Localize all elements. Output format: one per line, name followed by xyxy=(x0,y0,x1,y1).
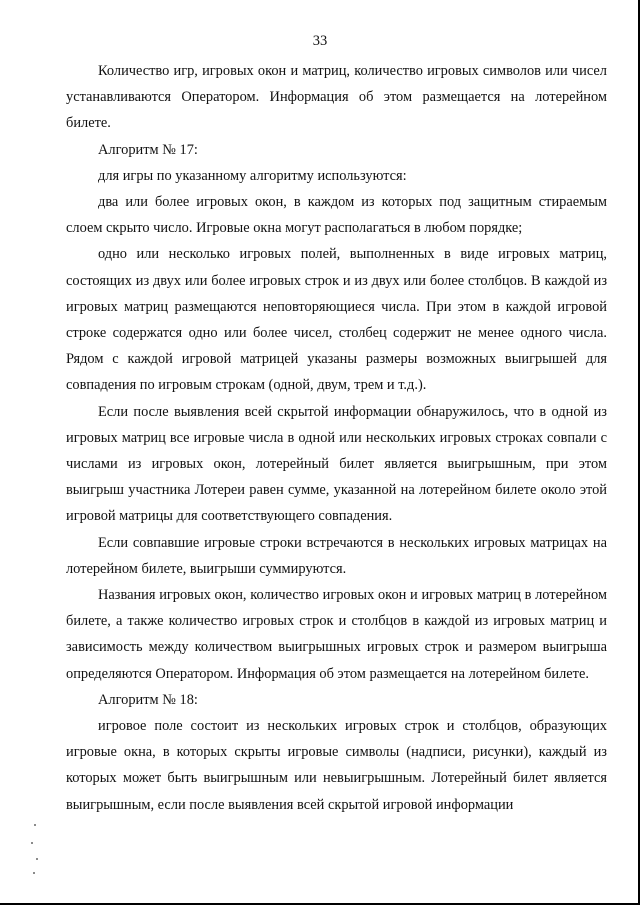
paragraph-operator-settings: Названия игровых окон, количество игровых окон и игровых матриц в лотерейном билете, а также количество игровых строк и столбцов в каждой из игровых матриц и зависимость между количеством выигрышных игровых строк и размером выигрыша определяются Оператором. Информация об этом размещается на лотерейном билете. xyxy=(66,587,607,682)
document-body xyxy=(66,58,607,818)
paragraph-winning-condition: Если после выявления всей скрытой информации обнаружилось, что в одной из игровых матриц все игровые числа в одной или нескольких игровых строках совпали с числами из игровых окон, лотерейный билет является выигрышным, при этом выигрыш участника Лотереи равен сумме, указанной на лотерейном билете около этой игровой матрицы для соответствующего совпадения. xyxy=(66,403,607,525)
heading-algorithm-17: Алгоритм № 17: xyxy=(98,141,198,158)
heading-algorithm-18: Алгоритм № 18: xyxy=(98,691,198,708)
paragraph-game-windows: два или более игровых окон, в каждом из которых под защитным стираемым слоем скрыто число. Игровые окна могут располагаться в любом порядке; xyxy=(66,194,607,237)
paragraph-algorithm-17-lead: для игры по указанному алгоритму используются: xyxy=(98,167,407,184)
page-number: 33 xyxy=(312,33,328,49)
paragraph-algorithm-18-field: игровое поле состоит из нескольких игровых строк и столбцов, образующих игровые окна, в которых скрыты игровые символы (надписи, рисунки), каждый из которых может быть выигрышным или невыигрышным. Лотерейный билет является выигрышным, если после выявления всей скрытой игровой информации xyxy=(66,718,607,813)
paragraph-game-fields: одно или несколько игровых полей, выполненных в виде игровых матриц, состоящих из двух или более игровых строк и из двух или более столбцов. В каждой из игровых матриц размещаются неповторяющиеся числа. При этом в каждой игровой строке содержатся одно или более чисел, столбец содержит не менее одного числа. Рядом с каждой игровой матрицей указаны размеры возможных выигрышей для совпадения по игровым строкам (одной, двум, трем и т.д.). xyxy=(66,246,607,394)
scan-artifact-marks xyxy=(28,820,42,880)
paragraph-summed-wins: Если совпавшие игровые строки встречаются в нескольких игровых матрицах на лотерейном билете, выигрыши суммируются. xyxy=(66,534,607,577)
paragraph-intro: Количество игр, игровых окон и матриц, количество игровых символов или чисел устанавливаются Оператором. Информация об этом размещается на лотерейном билете. xyxy=(66,63,607,132)
